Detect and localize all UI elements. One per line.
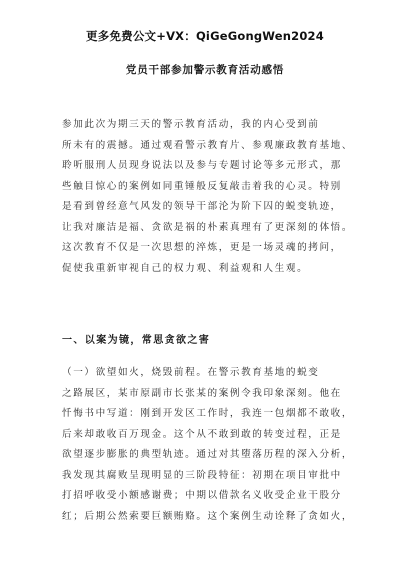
paragraph-line: 忏悔书中写道：刚到开发区工作时，我连一包烟都不敢收， xyxy=(62,408,354,419)
paragraph-line: 聆听服刑人员现身说法以及参与专题讨论等多元形式，那 xyxy=(62,160,342,171)
paragraph-line: 促使我重新审视自己的权力观、利益观和人生观。 xyxy=(62,262,309,274)
document-title: 党员干部参加警示教育活动感悟 xyxy=(125,64,285,76)
section-heading: 一、以案为镜，常思贪欲之害 xyxy=(62,335,211,346)
section-paragraph xyxy=(62,363,354,527)
paragraph-line: 之路展区，某市原副市长张某的案例令我印象深刻。他在 xyxy=(62,387,342,399)
paragraph-line: 些触目惊心的案例如同重锤般反复敲击着我的心灵。特别 xyxy=(62,180,342,192)
paragraph-line: 打招呼收受小额感谢费；中期以借款名义收受企业干股分 xyxy=(62,490,342,501)
paragraph-line: 我发现其腐败呈现明显的三阶段特征：初期在项目审批中 xyxy=(62,469,342,481)
paragraph-line: 欲望逐步膨胀的典型轨迹。通过对其堕落历程的深入分析， xyxy=(62,449,354,460)
paragraph-line: 所未有的震撼。通过观看警示教育片、参观廉政教育基地、 xyxy=(62,139,354,151)
paragraph-line: 后来却敢收百万现金。这个从不敢到敢的转变过程，正是 xyxy=(62,428,342,440)
paragraph-line: 红；后期公然索要巨额贿赂。这个案例生动诠释了贪如火， xyxy=(62,510,354,522)
promo-header: 更多免费公文+VX：QiGeGongWen2024 xyxy=(86,29,324,43)
intro-paragraph xyxy=(62,115,354,279)
paragraph-line: （一）欲望如火，烧毁前程。在警示教育基地的蜕变 xyxy=(62,367,320,378)
paragraph-line: 让我对廉洁是福、贪欲是祸的朴素真理有了更深刻的体悟。 xyxy=(62,221,354,233)
paragraph-line: 是看到曾经意气风发的领导干部沦为阶下囚的蜕变轨迹， xyxy=(62,201,342,212)
paragraph-line: 这次教育不仅是一次思想的淬炼，更是一场灵魂的拷问， xyxy=(62,242,342,253)
paragraph-line: 参加此次为期三天的警示教育活动，我的内心受到前 xyxy=(62,119,320,130)
